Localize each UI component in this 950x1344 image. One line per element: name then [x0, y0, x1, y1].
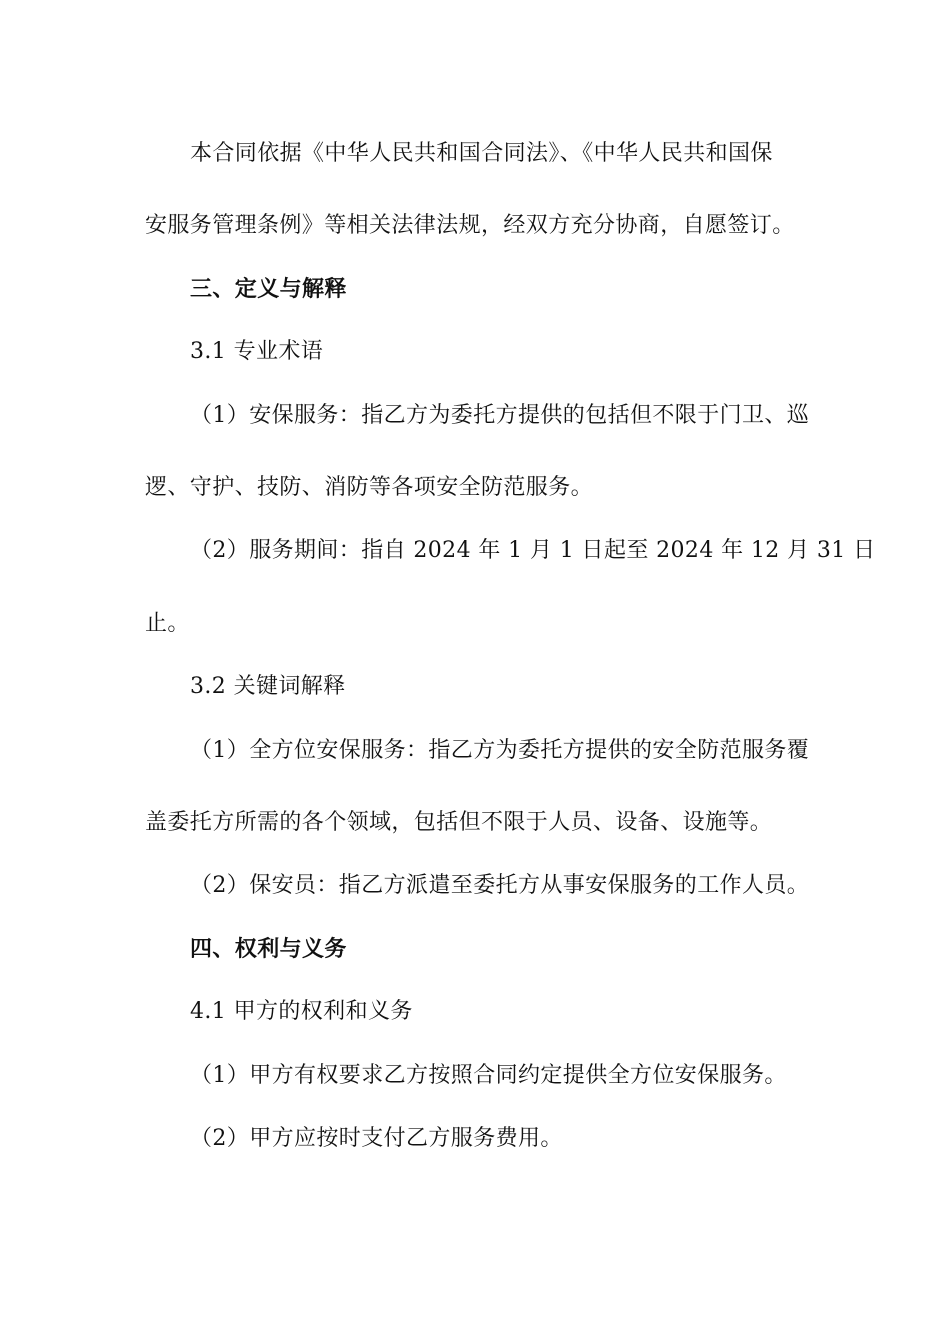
keyword-1-line-1: （1）全方位安保服务：指乙方为委托方提供的安全防范服务覆 [190, 738, 810, 763]
section-3-heading: 三、定义与解释 [190, 276, 347, 302]
term-1-line-2: 逻、守护、技防、消防等各项安全防范服务。 [145, 475, 594, 500]
keyword-1-line-2: 盖委托方所需的各个领域，包括但不限于人员、设备、设施等。 [145, 810, 773, 835]
term-1-line-1: （1）安保服务：指乙方为委托方提供的包括但不限于门卫、巡 [190, 403, 810, 428]
basis-paragraph-line-2: 安服务管理条例》等相关法律法规，经双方充分协商，自愿签订。 [145, 213, 795, 238]
basis-paragraph-line-1: 本合同依据《中华人民共和国合同法》、《中华人民共和国保 [190, 141, 773, 166]
keyword-2: （2）保安员：指乙方派遣至委托方从事安保服务的工作人员。 [190, 873, 810, 898]
term-2-line-1: （2）服务期间：指自 2024 年 1 月 1 日起至 2024 年 12 月 31 日 [190, 538, 876, 563]
subsection-4-1-title: 4.1 甲方的权利和义务 [190, 999, 413, 1024]
subsection-3-2-title: 3.2 关键词解释 [190, 674, 346, 699]
term-2-line-2: 止。 [145, 611, 190, 636]
party-a-item-2: （2）甲方应按时支付乙方服务费用。 [190, 1126, 563, 1151]
subsection-3-1-title: 3.1 专业术语 [190, 339, 324, 364]
party-a-item-1: （1）甲方有权要求乙方按照合同约定提供全方位安保服务。 [190, 1063, 787, 1088]
section-4-heading: 四、权利与义务 [190, 936, 347, 962]
